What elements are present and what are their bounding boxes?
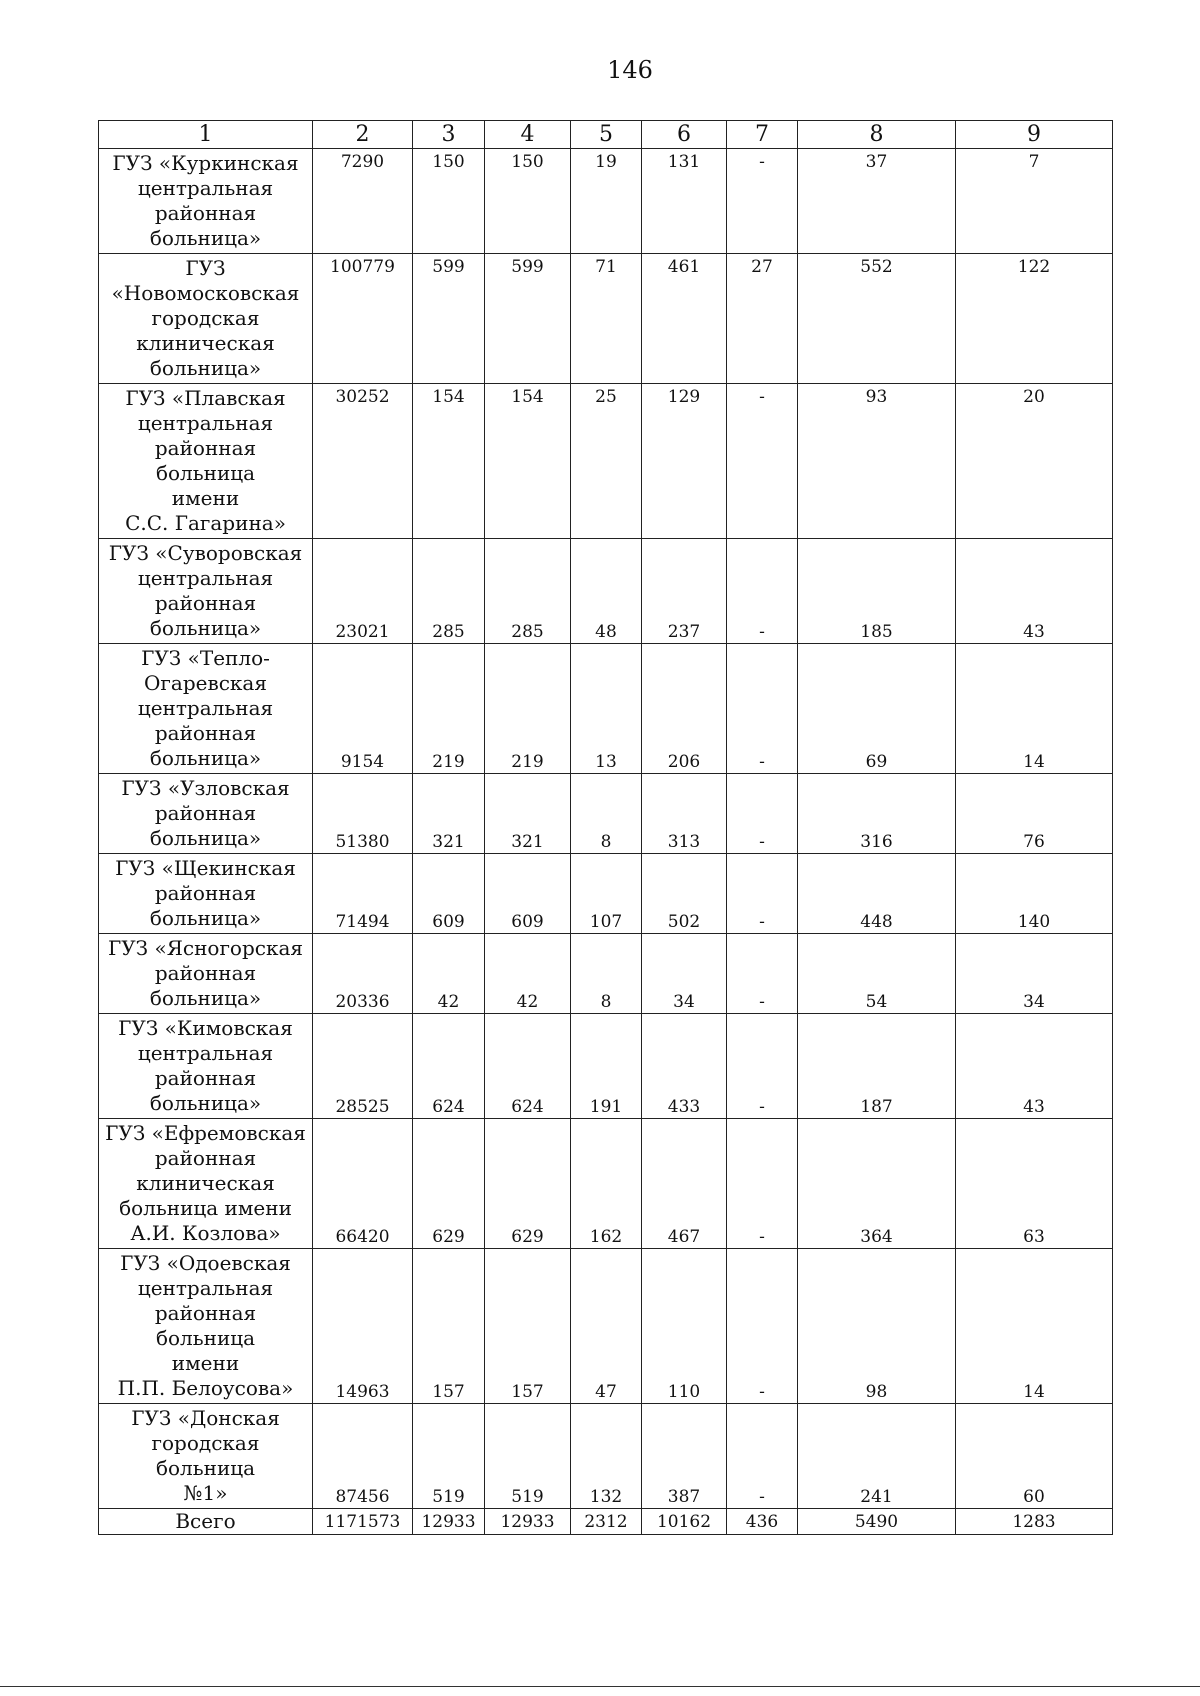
table-cell: 467 <box>642 1119 727 1249</box>
table-cell: 206 <box>642 644 727 774</box>
table-cell: 14 <box>956 644 1113 774</box>
table-cell: 433 <box>642 1014 727 1119</box>
table-cell: 629 <box>413 1119 485 1249</box>
table-cell: 154 <box>485 384 571 539</box>
table-cell: 185 <box>798 539 956 644</box>
table-cell: 285 <box>485 539 571 644</box>
table-cell: 47 <box>571 1249 642 1404</box>
column-header: 4 <box>485 121 571 149</box>
hospital-name: ГУЗ «Плавская центральная районная больница имени С.С. Гагарина» <box>99 384 313 539</box>
table-cell: 42 <box>485 934 571 1014</box>
table-cell: 14963 <box>313 1249 413 1404</box>
table-cell: 63 <box>956 1119 1113 1249</box>
table-cell: 8 <box>571 934 642 1014</box>
table-row <box>99 644 1113 774</box>
table-cell: 502 <box>642 854 727 934</box>
table-cell: 69 <box>798 644 956 774</box>
table-row <box>99 254 1113 384</box>
table-cell: - <box>727 539 798 644</box>
page-bottom-rule <box>0 1686 1200 1687</box>
table-cell: 48 <box>571 539 642 644</box>
table-cell: 387 <box>642 1404 727 1509</box>
table-row <box>99 1014 1113 1119</box>
table-cell: 14 <box>956 1249 1113 1404</box>
table-cell: 187 <box>798 1014 956 1119</box>
hospital-name: ГУЗ «Ефремовская районная клиническая больница имени А.И. Козлова» <box>99 1119 313 1249</box>
table-cell: 110 <box>642 1249 727 1404</box>
table-cell: 364 <box>798 1119 956 1249</box>
table-cell: 37 <box>798 149 956 254</box>
total-cell: 10162 <box>642 1509 727 1535</box>
table-cell: 448 <box>798 854 956 934</box>
hospital-name: ГУЗ «Суворовская центральная районная больница» <box>99 539 313 644</box>
total-label: Всего <box>99 1509 313 1535</box>
column-header: 2 <box>313 121 413 149</box>
table-cell: 13 <box>571 644 642 774</box>
hospital-name: ГУЗ «Щекинская районная больница» <box>99 854 313 934</box>
table-cell: 552 <box>798 254 956 384</box>
total-cell: 12933 <box>413 1509 485 1535</box>
table-cell: - <box>727 149 798 254</box>
statistics-table <box>98 120 1113 1535</box>
hospital-name: ГУЗ «Донская городская больница №1» <box>99 1404 313 1509</box>
table-cell: 219 <box>485 644 571 774</box>
table-cell: 140 <box>956 854 1113 934</box>
table-cell: 131 <box>642 149 727 254</box>
table-cell: 87456 <box>313 1404 413 1509</box>
column-header: 1 <box>99 121 313 149</box>
table-cell: - <box>727 774 798 854</box>
table-cell: 316 <box>798 774 956 854</box>
table-cell: 237 <box>642 539 727 644</box>
table-cell: - <box>727 644 798 774</box>
table-row <box>99 934 1113 1014</box>
table-total-row <box>99 1509 1113 1535</box>
hospital-name: ГУЗ «Новомосковская городская клиническая больница» <box>99 254 313 384</box>
table-cell: 30252 <box>313 384 413 539</box>
table-cell: 28525 <box>313 1014 413 1119</box>
hospital-name: ГУЗ «Узловская районная больница» <box>99 774 313 854</box>
total-cell: 1283 <box>956 1509 1113 1535</box>
table-cell: 27 <box>727 254 798 384</box>
column-header: 6 <box>642 121 727 149</box>
hospital-name: ГУЗ «Одоевская центральная районная больница имени П.П. Белоусова» <box>99 1249 313 1404</box>
table-cell: 76 <box>956 774 1113 854</box>
table-cell: - <box>727 384 798 539</box>
hospital-name: ГУЗ «Куркинская центральная районная больница» <box>99 149 313 254</box>
table-cell: 629 <box>485 1119 571 1249</box>
table-row <box>99 539 1113 644</box>
column-header: 9 <box>956 121 1113 149</box>
table-cell: 71494 <box>313 854 413 934</box>
table-cell: 150 <box>413 149 485 254</box>
page-number: 146 <box>607 56 653 84</box>
table-cell: 20336 <box>313 934 413 1014</box>
table-cell: - <box>727 1014 798 1119</box>
table-cell: - <box>727 1249 798 1404</box>
table-cell: 609 <box>485 854 571 934</box>
table-cell: 191 <box>571 1014 642 1119</box>
table-cell: 93 <box>798 384 956 539</box>
table-cell: 154 <box>413 384 485 539</box>
total-cell: 436 <box>727 1509 798 1535</box>
column-header: 7 <box>727 121 798 149</box>
table-cell: 23021 <box>313 539 413 644</box>
table-cell: 100779 <box>313 254 413 384</box>
table-cell: 519 <box>413 1404 485 1509</box>
table-cell: 132 <box>571 1404 642 1509</box>
column-header: 8 <box>798 121 956 149</box>
table-cell: 98 <box>798 1249 956 1404</box>
table-row <box>99 774 1113 854</box>
table-row <box>99 149 1113 254</box>
table-cell: 19 <box>571 149 642 254</box>
total-cell: 1171573 <box>313 1509 413 1535</box>
table-cell: 122 <box>956 254 1113 384</box>
table-cell: 150 <box>485 149 571 254</box>
column-header: 5 <box>571 121 642 149</box>
total-cell: 5490 <box>798 1509 956 1535</box>
table-cell: 7290 <box>313 149 413 254</box>
table-cell: 321 <box>413 774 485 854</box>
column-header: 3 <box>413 121 485 149</box>
table-cell: 34 <box>642 934 727 1014</box>
table-header-row <box>99 121 1113 149</box>
table-cell: 60 <box>956 1404 1113 1509</box>
hospital-name: ГУЗ «Ясногорская районная больница» <box>99 934 313 1014</box>
table-cell: 54 <box>798 934 956 1014</box>
table-row <box>99 384 1113 539</box>
table-cell: 519 <box>485 1404 571 1509</box>
table-cell: 461 <box>642 254 727 384</box>
table-cell: 7 <box>956 149 1113 254</box>
table-cell: - <box>727 854 798 934</box>
table-cell: 219 <box>413 644 485 774</box>
table-cell: 285 <box>413 539 485 644</box>
table-cell: - <box>727 1119 798 1249</box>
table-cell: 157 <box>413 1249 485 1404</box>
table-cell: 624 <box>485 1014 571 1119</box>
table-cell: 66420 <box>313 1119 413 1249</box>
table-cell: - <box>727 1404 798 1509</box>
table-cell: 20 <box>956 384 1113 539</box>
table-cell: 321 <box>485 774 571 854</box>
table-cell: 43 <box>956 539 1113 644</box>
table-cell: 313 <box>642 774 727 854</box>
table-cell: 599 <box>413 254 485 384</box>
hospital-name: ГУЗ «Кимовская центральная районная больница» <box>99 1014 313 1119</box>
table-cell: 25 <box>571 384 642 539</box>
table-row <box>99 1249 1113 1404</box>
table-cell: 51380 <box>313 774 413 854</box>
table-cell: 9154 <box>313 644 413 774</box>
table-cell: 42 <box>413 934 485 1014</box>
table-cell: 43 <box>956 1014 1113 1119</box>
table-row <box>99 1119 1113 1249</box>
table-cell: 129 <box>642 384 727 539</box>
hospital-name: ГУЗ «Тепло- Огаревская центральная районная больница» <box>99 644 313 774</box>
table-cell: 71 <box>571 254 642 384</box>
table-cell: 157 <box>485 1249 571 1404</box>
table-cell: 8 <box>571 774 642 854</box>
table-cell: - <box>727 934 798 1014</box>
table-cell: 34 <box>956 934 1113 1014</box>
total-cell: 2312 <box>571 1509 642 1535</box>
table-cell: 624 <box>413 1014 485 1119</box>
table-cell: 107 <box>571 854 642 934</box>
table-cell: 599 <box>485 254 571 384</box>
table-cell: 162 <box>571 1119 642 1249</box>
table-cell: 241 <box>798 1404 956 1509</box>
total-cell: 12933 <box>485 1509 571 1535</box>
table-row <box>99 1404 1113 1509</box>
table-row <box>99 854 1113 934</box>
table-cell: 609 <box>413 854 485 934</box>
